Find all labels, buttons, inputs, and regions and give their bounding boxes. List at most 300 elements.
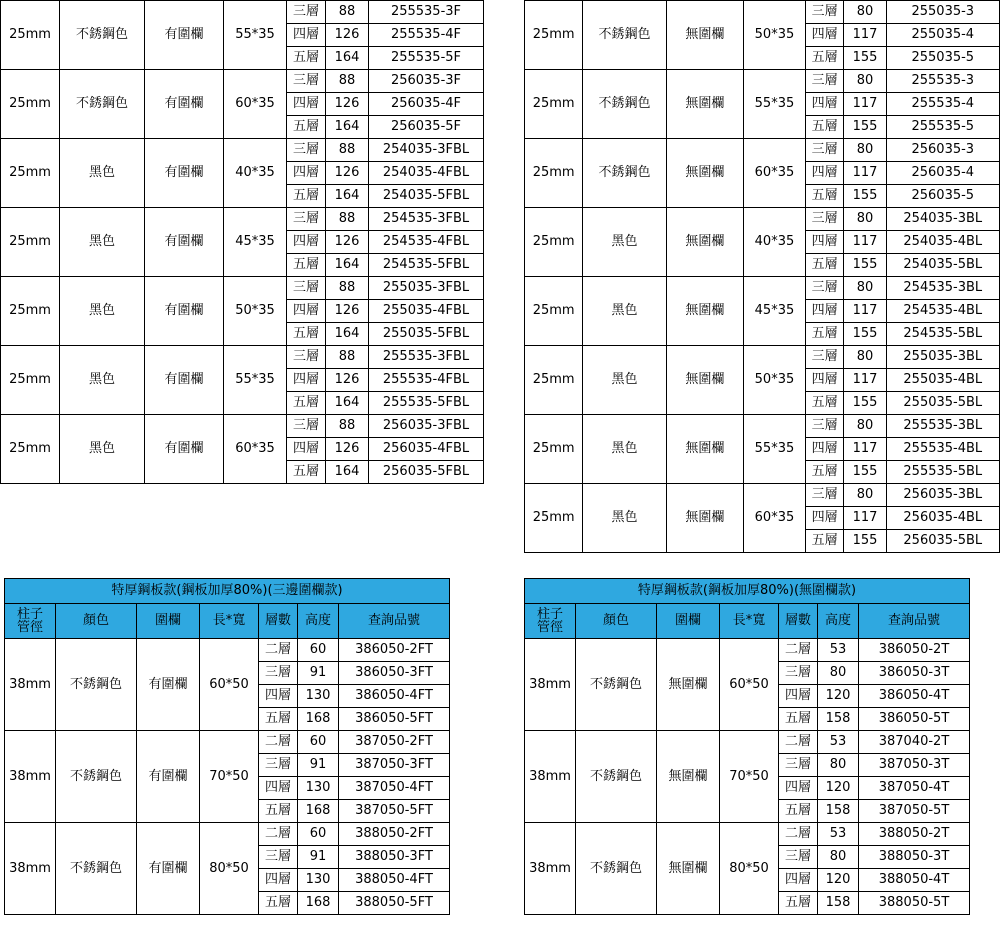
cell-height: 117 <box>844 300 886 323</box>
cell-color: 黑色 <box>60 277 145 346</box>
cell-fence: 無圍欄 <box>657 639 720 731</box>
cell-color: 黑色 <box>583 277 667 346</box>
cell-product-code: 386050-5FT <box>339 708 450 731</box>
table-row <box>1 415 484 438</box>
cell-fence: 有圍欄 <box>145 208 224 277</box>
table-row <box>5 639 450 662</box>
cell-product-code: 388050-4T <box>859 869 970 892</box>
column-header-pipe-diameter <box>525 604 576 639</box>
cell-product-code: 255535-3F <box>369 1 484 24</box>
product-table-bottom-left <box>4 578 450 915</box>
cell-layer: 五層 <box>287 47 326 70</box>
cell-height: 168 <box>298 800 339 823</box>
cell-fence: 有圍欄 <box>137 731 200 823</box>
cell-fence: 有圍欄 <box>145 277 224 346</box>
cell-product-code: 256035-4FBL <box>369 438 484 461</box>
cell-product-code: 254535-5BL <box>886 323 999 346</box>
cell-product-code: 256035-4F <box>369 93 484 116</box>
cell-color: 不銹鋼色 <box>56 639 137 731</box>
cell-height: 120 <box>818 777 859 800</box>
cell-height: 155 <box>844 392 886 415</box>
top-right-panel <box>524 0 1000 553</box>
cell-layer: 五層 <box>805 323 843 346</box>
cell-pipe-diameter: 25mm <box>525 346 583 415</box>
cell-product-code: 255535-4F <box>369 24 484 47</box>
cell-height: 80 <box>844 415 886 438</box>
cell-layer: 三層 <box>287 208 326 231</box>
cell-layer: 四層 <box>259 685 298 708</box>
cell-height: 80 <box>844 1 886 24</box>
cell-color: 黑色 <box>60 346 145 415</box>
cell-height: 117 <box>844 231 886 254</box>
cell-layer: 三層 <box>287 415 326 438</box>
cell-layer: 四層 <box>779 777 818 800</box>
column-header-color: 顏色 <box>576 604 657 639</box>
cell-pipe-diameter: 25mm <box>525 277 583 346</box>
table-row <box>525 346 1000 369</box>
cell-product-code: 386050-5T <box>859 708 970 731</box>
cell-height: 117 <box>844 438 886 461</box>
cell-layer: 五層 <box>805 47 843 70</box>
cell-product-code: 386050-2FT <box>339 639 450 662</box>
cell-layer: 四層 <box>287 93 326 116</box>
cell-color: 不銹鋼色 <box>583 1 667 70</box>
cell-layer: 五層 <box>805 116 843 139</box>
cell-pipe-diameter: 25mm <box>525 415 583 484</box>
cell-height: 120 <box>818 685 859 708</box>
cell-height: 80 <box>844 277 886 300</box>
cell-layer: 二層 <box>259 639 298 662</box>
cell-product-code: 388050-4FT <box>339 869 450 892</box>
cell-layer: 三層 <box>779 846 818 869</box>
cell-layer: 四層 <box>805 93 843 116</box>
cell-product-code: 255535-3 <box>886 70 999 93</box>
cell-layer: 五層 <box>287 392 326 415</box>
cell-pipe-diameter: 38mm <box>525 731 576 823</box>
cell-pipe-diameter: 38mm <box>5 639 56 731</box>
cell-product-code: 388050-2FT <box>339 823 450 846</box>
cell-layer: 三層 <box>259 846 298 869</box>
cell-product-code: 254535-5FBL <box>369 254 484 277</box>
cell-fence: 無圍欄 <box>666 415 743 484</box>
cell-color: 黑色 <box>60 139 145 208</box>
cell-product-code: 386050-3T <box>859 662 970 685</box>
table-row <box>525 484 1000 507</box>
cell-size: 45*35 <box>743 277 805 346</box>
cell-pipe-diameter: 38mm <box>525 823 576 915</box>
cell-layer: 五層 <box>779 892 818 915</box>
cell-pipe-diameter: 38mm <box>525 639 576 731</box>
table-row <box>525 1 1000 24</box>
cell-product-code: 255035-3FBL <box>369 277 484 300</box>
table-title: 特厚鋼板款(鋼板加厚80%)(三邊圍欄款) <box>5 579 450 604</box>
cell-color: 不銹鋼色 <box>60 70 145 139</box>
cell-product-code: 256035-4 <box>886 162 999 185</box>
cell-height: 164 <box>326 461 369 484</box>
cell-product-code: 256035-3BL <box>886 484 999 507</box>
cell-fence: 無圍欄 <box>657 731 720 823</box>
cell-pipe-diameter: 25mm <box>1 277 60 346</box>
cell-layer: 五層 <box>287 254 326 277</box>
cell-product-code: 255035-4 <box>886 24 999 47</box>
cell-product-code: 254535-4FBL <box>369 231 484 254</box>
column-header-size: 長*寬 <box>720 604 779 639</box>
table-row <box>525 208 1000 231</box>
cell-layer: 五層 <box>805 392 843 415</box>
cell-size: 60*35 <box>224 70 287 139</box>
cell-product-code: 387040-2T <box>859 731 970 754</box>
cell-product-code: 255035-4FBL <box>369 300 484 323</box>
cell-height: 117 <box>844 507 886 530</box>
cell-layer: 三層 <box>287 139 326 162</box>
cell-height: 155 <box>844 185 886 208</box>
cell-size: 70*50 <box>200 731 259 823</box>
table-row <box>525 70 1000 93</box>
cell-size: 60*35 <box>743 484 805 553</box>
cell-size: 45*35 <box>224 208 287 277</box>
cell-height: 168 <box>298 892 339 915</box>
cell-product-code: 256035-3F <box>369 70 484 93</box>
cell-layer: 五層 <box>287 461 326 484</box>
table-row <box>1 346 484 369</box>
cell-color: 黑色 <box>583 208 667 277</box>
cell-height: 80 <box>844 484 886 507</box>
cell-height: 88 <box>326 1 369 24</box>
table-header-row <box>525 604 970 639</box>
cell-size: 70*50 <box>720 731 779 823</box>
cell-layer: 五層 <box>779 708 818 731</box>
product-table-top-left <box>0 0 484 484</box>
cell-height: 117 <box>844 369 886 392</box>
cell-layer: 四層 <box>805 162 843 185</box>
table-row <box>525 415 1000 438</box>
cell-height: 53 <box>818 823 859 846</box>
cell-pipe-diameter: 25mm <box>1 415 60 484</box>
cell-height: 130 <box>298 869 339 892</box>
cell-size: 60*35 <box>224 415 287 484</box>
cell-height: 91 <box>298 754 339 777</box>
cell-layer: 四層 <box>805 231 843 254</box>
cell-height: 120 <box>818 869 859 892</box>
cell-height: 126 <box>326 24 369 47</box>
cell-product-code: 255535-4 <box>886 93 999 116</box>
column-header-color: 顏色 <box>56 604 137 639</box>
cell-height: 126 <box>326 369 369 392</box>
cell-height: 164 <box>326 47 369 70</box>
column-header-layer: 層數 <box>779 604 818 639</box>
table-row <box>525 277 1000 300</box>
cell-size: 80*50 <box>200 823 259 915</box>
cell-product-code: 388050-5FT <box>339 892 450 915</box>
cell-layer: 五層 <box>805 185 843 208</box>
table-row <box>525 639 970 662</box>
cell-layer: 三層 <box>259 662 298 685</box>
table-row <box>1 1 484 24</box>
table-row <box>1 277 484 300</box>
cell-layer: 三層 <box>779 754 818 777</box>
bottom-left-panel <box>4 578 450 915</box>
table-row <box>525 731 970 754</box>
cell-height: 91 <box>298 846 339 869</box>
cell-fence: 有圍欄 <box>145 70 224 139</box>
cell-pipe-diameter: 25mm <box>1 139 60 208</box>
cell-product-code: 388050-3FT <box>339 846 450 869</box>
cell-layer: 五層 <box>805 461 843 484</box>
cell-height: 164 <box>326 116 369 139</box>
cell-product-code: 386050-4FT <box>339 685 450 708</box>
cell-size: 60*35 <box>743 139 805 208</box>
cell-height: 158 <box>818 892 859 915</box>
cell-size: 55*35 <box>743 415 805 484</box>
cell-height: 80 <box>818 662 859 685</box>
cell-color: 不銹鋼色 <box>583 139 667 208</box>
cell-product-code: 254035-3FBL <box>369 139 484 162</box>
cell-height: 80 <box>818 846 859 869</box>
table-row <box>525 139 1000 162</box>
cell-fence: 無圍欄 <box>666 208 743 277</box>
cell-height: 158 <box>818 800 859 823</box>
column-header-layer: 層數 <box>259 604 298 639</box>
cell-product-code: 256035-5F <box>369 116 484 139</box>
cell-height: 164 <box>326 254 369 277</box>
table-row <box>1 70 484 93</box>
cell-layer: 三層 <box>805 346 843 369</box>
cell-height: 155 <box>844 116 886 139</box>
table-row <box>525 823 970 846</box>
cell-fence: 無圍欄 <box>666 70 743 139</box>
cell-layer: 四層 <box>779 685 818 708</box>
cell-product-code: 387050-5FT <box>339 800 450 823</box>
cell-layer: 四層 <box>287 369 326 392</box>
cell-height: 130 <box>298 685 339 708</box>
cell-product-code: 255535-3FBL <box>369 346 484 369</box>
cell-height: 126 <box>326 231 369 254</box>
cell-layer: 三層 <box>805 70 843 93</box>
cell-height: 80 <box>844 139 886 162</box>
table-title-row <box>5 579 450 604</box>
cell-height: 117 <box>844 162 886 185</box>
cell-product-code: 255535-5FBL <box>369 392 484 415</box>
cell-layer: 三層 <box>287 277 326 300</box>
table-row <box>1 139 484 162</box>
cell-color: 不銹鋼色 <box>576 731 657 823</box>
cell-layer: 四層 <box>287 24 326 47</box>
cell-product-code: 254535-4BL <box>886 300 999 323</box>
cell-color: 黑色 <box>583 415 667 484</box>
cell-layer: 三層 <box>287 1 326 24</box>
cell-height: 126 <box>326 93 369 116</box>
cell-fence: 無圍欄 <box>666 346 743 415</box>
cell-product-code: 386050-3FT <box>339 662 450 685</box>
product-table-top-right <box>524 0 1000 553</box>
cell-color: 不銹鋼色 <box>56 823 137 915</box>
cell-height: 60 <box>298 823 339 846</box>
cell-fence: 有圍欄 <box>145 139 224 208</box>
cell-layer: 四層 <box>287 231 326 254</box>
cell-layer: 二層 <box>779 731 818 754</box>
cell-height: 88 <box>326 346 369 369</box>
cell-height: 60 <box>298 731 339 754</box>
cell-layer: 三層 <box>259 754 298 777</box>
column-header-pipe-line1: 柱子 <box>16 607 43 622</box>
cell-layer: 四層 <box>805 369 843 392</box>
cell-height: 155 <box>844 461 886 484</box>
cell-product-code: 386050-2T <box>859 639 970 662</box>
cell-height: 88 <box>326 208 369 231</box>
cell-layer: 四層 <box>805 24 843 47</box>
cell-product-code: 255535-4FBL <box>369 369 484 392</box>
cell-layer: 四層 <box>805 438 843 461</box>
cell-fence: 有圍欄 <box>145 1 224 70</box>
cell-height: 168 <box>298 708 339 731</box>
cell-product-code: 255035-5BL <box>886 392 999 415</box>
table-row <box>5 731 450 754</box>
cell-product-code: 387050-4FT <box>339 777 450 800</box>
cell-product-code: 255035-3BL <box>886 346 999 369</box>
cell-color: 不銹鋼色 <box>56 731 137 823</box>
column-header-fence: 圍欄 <box>137 604 200 639</box>
cell-height: 88 <box>326 70 369 93</box>
cell-layer: 二層 <box>779 823 818 846</box>
cell-fence: 無圍欄 <box>666 1 743 70</box>
cell-height: 117 <box>844 24 886 47</box>
cell-product-code: 387050-4T <box>859 777 970 800</box>
cell-product-code: 388050-5T <box>859 892 970 915</box>
cell-layer: 四層 <box>287 300 326 323</box>
table-row <box>5 823 450 846</box>
cell-layer: 五層 <box>287 185 326 208</box>
column-header-pipe-line2: 管徑 <box>16 620 43 635</box>
cell-height: 164 <box>326 392 369 415</box>
cell-height: 80 <box>818 754 859 777</box>
cell-product-code: 256035-3 <box>886 139 999 162</box>
cell-product-code: 256035-5FBL <box>369 461 484 484</box>
cell-layer: 四層 <box>259 777 298 800</box>
cell-height: 126 <box>326 438 369 461</box>
cell-height: 126 <box>326 162 369 185</box>
cell-layer: 三層 <box>805 415 843 438</box>
cell-height: 53 <box>818 731 859 754</box>
cell-layer: 三層 <box>805 208 843 231</box>
cell-fence: 無圍欄 <box>666 139 743 208</box>
cell-layer: 三層 <box>805 277 843 300</box>
cell-height: 155 <box>844 323 886 346</box>
cell-pipe-diameter: 25mm <box>525 139 583 208</box>
cell-layer: 二層 <box>779 639 818 662</box>
cell-layer: 二層 <box>259 823 298 846</box>
cell-layer: 三層 <box>805 484 843 507</box>
cell-height: 164 <box>326 323 369 346</box>
cell-product-code: 254035-4BL <box>886 231 999 254</box>
cell-product-code: 254535-3FBL <box>369 208 484 231</box>
table-title-row <box>525 579 970 604</box>
cell-fence: 有圍欄 <box>145 346 224 415</box>
cell-product-code: 255035-4BL <box>886 369 999 392</box>
top-left-panel <box>0 0 484 484</box>
cell-height: 88 <box>326 415 369 438</box>
cell-size: 40*35 <box>224 139 287 208</box>
column-header-height: 高度 <box>818 604 859 639</box>
cell-product-code: 254035-5FBL <box>369 185 484 208</box>
cell-layer: 五層 <box>287 323 326 346</box>
cell-pipe-diameter: 25mm <box>1 70 60 139</box>
cell-product-code: 255035-5 <box>886 47 999 70</box>
cell-size: 50*35 <box>743 1 805 70</box>
cell-product-code: 387050-2FT <box>339 731 450 754</box>
cell-product-code: 254035-3BL <box>886 208 999 231</box>
column-header-pipe-line2: 管徑 <box>536 620 563 635</box>
cell-size: 60*50 <box>200 639 259 731</box>
cell-height: 130 <box>298 777 339 800</box>
cell-size: 55*35 <box>224 346 287 415</box>
cell-height: 155 <box>844 254 886 277</box>
cell-layer: 五層 <box>287 116 326 139</box>
cell-height: 117 <box>844 93 886 116</box>
cell-color: 黑色 <box>583 346 667 415</box>
cell-pipe-diameter: 38mm <box>5 731 56 823</box>
cell-layer: 四層 <box>259 869 298 892</box>
cell-layer: 四層 <box>805 300 843 323</box>
cell-pipe-diameter: 25mm <box>1 346 60 415</box>
cell-layer: 四層 <box>287 438 326 461</box>
cell-pipe-diameter: 25mm <box>1 208 60 277</box>
cell-pipe-diameter: 38mm <box>5 823 56 915</box>
cell-color: 黑色 <box>60 208 145 277</box>
cell-layer: 五層 <box>805 254 843 277</box>
cell-layer: 五層 <box>779 800 818 823</box>
cell-layer: 三層 <box>805 1 843 24</box>
cell-product-code: 388050-2T <box>859 823 970 846</box>
bottom-right-panel <box>524 578 970 915</box>
cell-height: 80 <box>844 70 886 93</box>
cell-color: 黑色 <box>60 415 145 484</box>
cell-product-code: 387050-3T <box>859 754 970 777</box>
cell-color: 不銹鋼色 <box>583 70 667 139</box>
cell-product-code: 387050-3FT <box>339 754 450 777</box>
cell-size: 40*35 <box>743 208 805 277</box>
cell-size: 55*35 <box>743 70 805 139</box>
column-header-height: 高度 <box>298 604 339 639</box>
table-row <box>1 208 484 231</box>
column-header-code: 查詢品號 <box>339 604 450 639</box>
cell-layer: 二層 <box>259 731 298 754</box>
cell-fence: 有圍欄 <box>137 823 200 915</box>
cell-layer: 四層 <box>779 869 818 892</box>
cell-product-code: 254035-5BL <box>886 254 999 277</box>
table-header-row <box>5 604 450 639</box>
cell-layer: 五層 <box>805 530 843 553</box>
column-header-size: 長*寬 <box>200 604 259 639</box>
cell-product-code: 256035-5 <box>886 185 999 208</box>
cell-height: 80 <box>844 346 886 369</box>
cell-size: 50*35 <box>743 346 805 415</box>
cell-pipe-diameter: 25mm <box>525 208 583 277</box>
cell-product-code: 254535-3BL <box>886 277 999 300</box>
cell-layer: 三層 <box>287 70 326 93</box>
product-table-bottom-right <box>524 578 970 915</box>
cell-size: 55*35 <box>224 1 287 70</box>
cell-height: 53 <box>818 639 859 662</box>
cell-height: 60 <box>298 639 339 662</box>
cell-fence: 無圍欄 <box>666 484 743 553</box>
cell-product-code: 256035-3FBL <box>369 415 484 438</box>
cell-product-code: 255535-3BL <box>886 415 999 438</box>
cell-color: 不銹鋼色 <box>576 639 657 731</box>
table-title: 特厚鋼板款(鋼板加厚80%)(無圍欄款) <box>525 579 970 604</box>
cell-size: 80*50 <box>720 823 779 915</box>
cell-fence: 無圍欄 <box>657 823 720 915</box>
cell-product-code: 256035-4BL <box>886 507 999 530</box>
